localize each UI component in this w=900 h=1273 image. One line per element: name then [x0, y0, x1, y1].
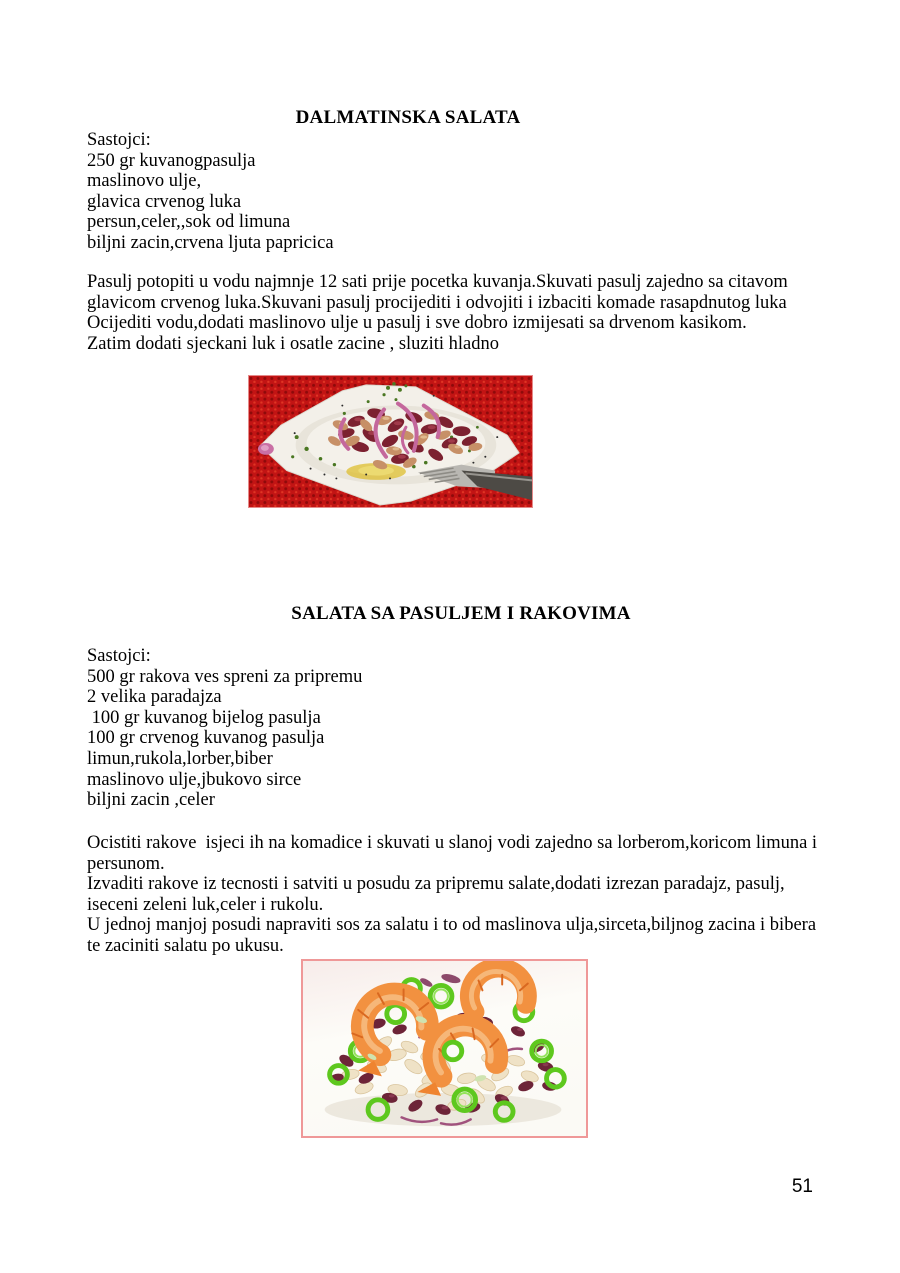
instructions-paragraph-1	[87, 272, 788, 354]
recipe-title-salata-sa-pasuljem-i-rakovima: SALATA SA PASULJEM I RAKOVIMA	[291, 603, 631, 624]
text-line: Ocistiti rakove isjeci ih na komadice i skuvati u slanoj vodi zajedno sa lorberom,koricom limuna i	[87, 833, 818, 853]
photo-dalmatinska-salata	[248, 375, 533, 508]
text-line: maslinovo ulje,jbukovo sirce	[87, 769, 302, 790]
page-number: 51	[791, 1176, 813, 1197]
text-line: glavicom crvenog luka.Skuvani pasulj procijediti i odvojiti i izbaciti komade rasapdnutog luka	[87, 292, 787, 313]
text-line: Ocijediti vodu,dodati maslinovo ulje u pasulj i sve dobro izmijesati sa drvenom kasikom.	[87, 313, 747, 334]
ingredients-label: Sastojci:	[87, 646, 151, 666]
text-line: biljni zacin ,celer	[87, 790, 215, 811]
text-line: 500 gr rakova ves spreni za pripremu	[87, 666, 363, 687]
ingredients-label: Sastojci:	[87, 130, 151, 150]
ingredients-section-1	[87, 130, 334, 254]
text-line: 2 velika paradajza	[87, 687, 222, 708]
photo-salata-sa-rakovima	[301, 959, 588, 1138]
text-line: glavica crvenog luka	[87, 191, 242, 212]
text-line: biljni zacin,crvena ljuta papricica	[87, 232, 334, 253]
instructions-paragraph-2	[87, 833, 817, 957]
recipe-title-dalmatinska-salata: DALMATINSKA SALATA	[295, 107, 521, 128]
bean-salad-image	[249, 376, 532, 507]
text-line: persun,celer,,sok od limuna	[87, 212, 291, 233]
text-line: 100 gr crvenog kuvanog pasulja	[87, 728, 325, 749]
ingredients-list	[87, 151, 334, 254]
text-line: Izvaditi rakove iz tecnosti i satviti u posudu za pripremu salate,dodati izrezan paradajz, pasulj,	[87, 874, 785, 895]
text-line: Pasulj potopiti u vodu najmnje 12 sati prije pocetka kuvanja.Skuvati pasulj zajedno sa citavom	[87, 272, 788, 292]
ingredients-list	[87, 667, 362, 811]
shrimp-bean-salad-image	[303, 961, 586, 1136]
text-line: 250 gr kuvanogpasulja	[87, 150, 256, 171]
onion-piece	[258, 443, 274, 455]
text-line: Zatim dodati sjeckani luk i osatle zacine , sluziti hladno	[87, 333, 500, 354]
text-line: iseceni zeleni luk,celer i rukolu.	[87, 894, 324, 915]
text-line: maslinovo ulje,	[87, 171, 202, 192]
text-line: limun,rukola,lorber,biber	[87, 748, 273, 769]
ingredients-section-2	[87, 646, 362, 811]
text-line: persunom.	[87, 853, 165, 874]
text-line: 100 gr kuvanog bijelog pasulja	[87, 707, 321, 728]
text-line: te zaciniti salatu po ukusu.	[87, 935, 284, 956]
text-line: U jednoj manjoj posudi napraviti sos za salatu i to od maslinova ulja,sirceta,biljnog zacina i bibera	[87, 915, 817, 936]
